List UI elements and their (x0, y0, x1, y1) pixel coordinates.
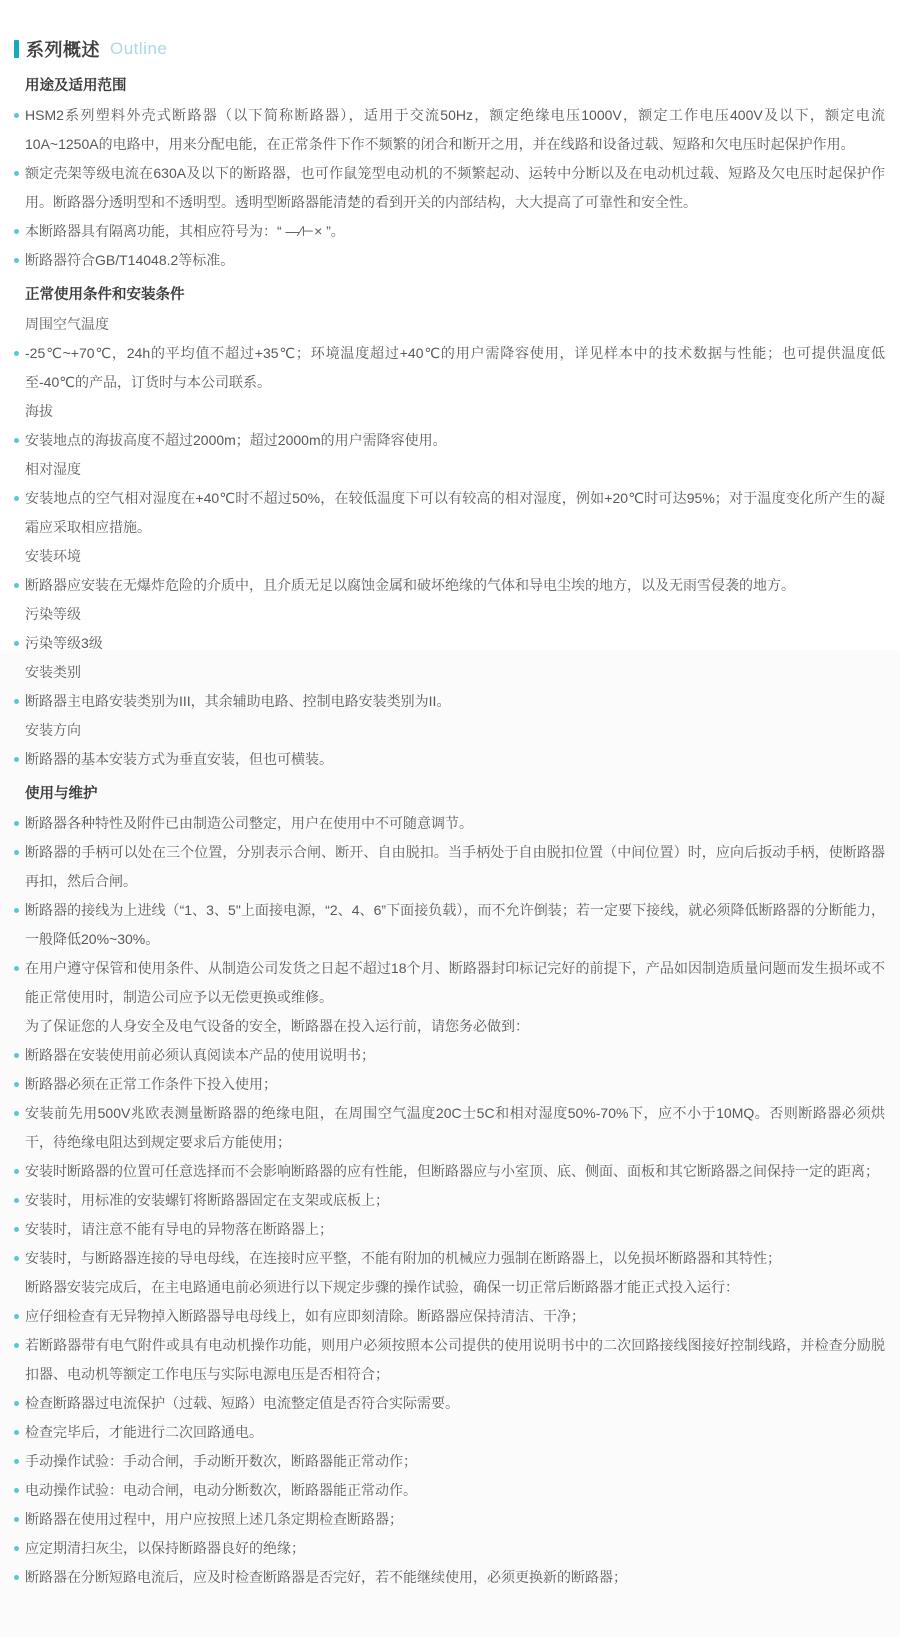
bullet-icon (14, 1430, 19, 1435)
bullet-icon (14, 1546, 19, 1551)
block-text: 周围空气温度 (25, 316, 109, 332)
bullet-item (25, 1418, 885, 1447)
bullet-icon (14, 171, 19, 176)
bullet-icon (14, 908, 19, 913)
bullet-item (25, 809, 885, 838)
paragraph (25, 1012, 885, 1041)
bullet-item (25, 1505, 885, 1534)
bullet-item (25, 339, 885, 397)
block-text: 检查断路器过电流保护（过载、短路）电流整定值是否符合实际需要。 (25, 1395, 459, 1411)
bullet-icon (14, 1401, 19, 1406)
bullet-item (25, 1244, 885, 1273)
block-text: 断路器的基本安装方式为垂直安装，但也可横装。 (25, 751, 333, 767)
section-heading (25, 780, 885, 809)
block-text: 断路器主电路安装类别为III，其余辅助电路、控制电路安装类别为II。 (25, 693, 451, 709)
paragraph (25, 1273, 885, 1302)
bullet-icon (14, 351, 19, 356)
sub-heading (25, 455, 885, 484)
bullet-item (25, 571, 885, 600)
bullet-item (25, 1099, 885, 1157)
bullet-icon (14, 1488, 19, 1493)
bullet-item (25, 1534, 885, 1563)
bullet-icon (14, 113, 19, 118)
block-text: 安装前先用500V兆欧表测量断路器的绝缘电阻，在周围空气温度20C士5C和相对湿度50%-70%下，应不小于10MQ。否则断路器必须烘干，待绝缘电阻达到规定要求后方能使用； (25, 1105, 885, 1150)
bullet-item (25, 629, 885, 658)
block-text: -25℃~+70℃，24h的平均值不超过+35℃；环境温度超过+40℃的用户需降容使用，详见样本中的技术数据与性能；也可提供温度低至-40℃的产品，订货时与本公司联系。 (25, 345, 885, 390)
bullet-item (25, 246, 885, 275)
block-text: 安装时，用标准的安装螺钉将断路器固定在支架或底板上； (25, 1192, 389, 1208)
page-title: 系列概述 (26, 40, 100, 60)
bullet-item (25, 1476, 885, 1505)
sub-heading (25, 542, 885, 571)
page-subtitle: Outline (110, 39, 168, 58)
bullet-item (25, 1215, 885, 1244)
bullet-icon (14, 229, 19, 234)
block-text: 应仔细检查有无异物掉入断路器导电母线上，如有应即刻清除。断路器应保持清洁、干净； (25, 1308, 585, 1324)
bullet-item (25, 838, 885, 896)
bullet-icon (14, 1314, 19, 1319)
block-text: 在用户遵守保管和使用条件、从制造公司发货之日起不超过18个月、断路器封印标记完好的前提下，产品如因制造质量问题而发生损坏或不能正常使用时，制造公司应予以无偿更换或维修。 (25, 960, 885, 1005)
bullet-icon (14, 1227, 19, 1232)
bullet-icon (14, 821, 19, 826)
bullet-item (25, 484, 885, 542)
block-text: 断路器在分断短路电流后，应及时检查断路器是否完好，若不能继续使用，必须更换新的断路器； (25, 1569, 627, 1585)
block-text: 污染等级 (25, 606, 81, 622)
bullet-item (25, 1157, 885, 1186)
bullet-icon (14, 1082, 19, 1087)
section-header (14, 36, 885, 62)
bullet-item (25, 426, 885, 455)
bullet-icon (14, 438, 19, 443)
block-text: 检查完毕后，才能进行二次回路通电。 (25, 1424, 263, 1440)
bullet-item (25, 1563, 885, 1592)
block-text: 为了保证您的人身安全及电气设备的安全，断路器在投入运行前，请您务必做到： (25, 1018, 529, 1034)
bullet-item (25, 954, 885, 1012)
sub-heading (25, 658, 885, 687)
block-text: 电动操作试验：电动合闸，电动分断数次，断路器能正常动作。 (25, 1482, 417, 1498)
sub-heading (25, 716, 885, 745)
bullet-icon (14, 641, 19, 646)
bullet-item (25, 217, 885, 246)
bullet-icon (14, 699, 19, 704)
bullet-item (25, 687, 885, 716)
bullet-icon (14, 1256, 19, 1261)
block-text: 断路器安装完成后，在主电路通电前必须进行以下规定步骤的操作试验，确保一切正常后断路器才能正式投入运行： (25, 1279, 739, 1295)
block-text: 手动操作试验：手动合闸，手动断开数次，断路器能正常动作； (25, 1453, 417, 1469)
block-text: 污染等级3级 (25, 635, 103, 651)
bullet-icon (14, 1517, 19, 1522)
block-text: 安装时断路器的位置可任意选择而不会影响断路器的应有性能，但断路器应与小室顶、底、侧面、面板和其它断路器之间保持一定的距离； (25, 1163, 879, 1179)
bullet-item (25, 745, 885, 774)
block-text: 断路器在使用过程中，用户应按照上述几条定期检查断路器； (25, 1511, 403, 1527)
bullet-item (25, 159, 885, 217)
bullet-icon (14, 258, 19, 263)
bullet-icon (14, 1169, 19, 1174)
block-text: 断路器必须在正常工作条件下投入使用； (25, 1076, 277, 1092)
block-text: 安装地点的空气相对湿度在+40℃时不超过50%，在较低温度下可以有较高的相对湿度，例如+20℃时可达95%；对于温度变化所产生的凝霜应采取相应措施。 (25, 490, 885, 535)
section-heading (25, 281, 885, 310)
block-text: 若断路器带有电气附件或具有电动机操作功能，则用户必须按照本公司提供的使用说明书中的二次回路接线图接好控制线路，并检查分励脱扣器、电动机等额定工作电压与实际电源电压是否相符合； (25, 1337, 885, 1382)
bullet-icon (14, 1111, 19, 1116)
bullet-icon (14, 583, 19, 588)
sub-heading (25, 600, 885, 629)
bullet-icon (14, 1343, 19, 1348)
bullet-icon (14, 496, 19, 501)
block-text: 正常使用条件和安装条件 (25, 287, 185, 303)
sub-heading (25, 310, 885, 339)
sub-heading (25, 397, 885, 426)
bullet-icon (14, 1198, 19, 1203)
block-text: 安装类别 (25, 664, 81, 680)
block-text: 断路器的接线为上进线（“1、3、5"上面接电源，“2、4、6”下面接负载），而不允许倒装；若一定要下接线，就必须降低断路器的分断能力，一般降低20%~30%。 (25, 902, 885, 947)
bullet-icon (14, 1053, 19, 1058)
block-text: 断路器在安装使用前必须认真阅读本产品的使用说明书； (25, 1047, 375, 1063)
bullet-item (25, 101, 885, 159)
block-text: 本断路器具有隔离功能，其相应符号为：“ —∕⊢× ”。 (25, 223, 345, 239)
bullet-item (25, 1447, 885, 1476)
bullet-item (25, 1070, 885, 1099)
bullet-icon (14, 1575, 19, 1580)
section-heading (25, 72, 885, 101)
document-body (0, 72, 885, 1592)
block-text: 断路器各种特性及附件已由制造公司整定，用户在使用中不可随意调节。 (25, 815, 473, 831)
block-text: 安装时，与断路器连接的导电母线，在连接时应平整，不能有附加的机械应力强制在断路器上，以免损坏断路器和其特性； (25, 1250, 781, 1266)
block-text: 断路器应安装在无爆炸危险的介质中，且介质无足以腐蚀金属和破坏绝缘的气体和导电尘埃的地方，以及无雨雪侵袭的地方。 (25, 577, 795, 593)
bullet-icon (14, 757, 19, 762)
bullet-item (25, 1302, 885, 1331)
block-text: 相对湿度 (25, 461, 81, 477)
accent-bar-icon (14, 40, 19, 58)
block-text: 安装时，请注意不能有导电的异物落在断路器上； (25, 1221, 333, 1237)
bullet-item (25, 896, 885, 954)
block-text: 安装地点的海拔高度不超过2000m；超过2000m的用户需降容使用。 (25, 432, 447, 448)
block-text: 应定期清扫灰尘，以保持断路器良好的绝缘； (25, 1540, 305, 1556)
block-text: 安装方向 (25, 722, 81, 738)
bullet-item (25, 1186, 885, 1215)
block-text: 海拔 (25, 403, 53, 419)
bullet-item (25, 1389, 885, 1418)
bullet-icon (14, 1459, 19, 1464)
bullet-item (25, 1331, 885, 1389)
block-text: 额定壳架等级电流在630A及以下的断路器，也可作鼠笼型电动机的不频繁起动、运转中分断以及在电动机过载、短路及欠电压时起保护作用。断路器分透明型和不透明型。透明型断路器能清楚的看到开关的内部结构，大大提高了可靠性和安全性。 (25, 165, 885, 210)
block-text: 用途及适用范围 (25, 78, 127, 94)
block-text: 断路器符合GB/T14048.2等标准。 (25, 252, 235, 268)
block-text: HSM2系列塑料外壳式断路器（以下简称断路器），适用于交流50Hz，额定绝缘电压1000V，额定工作电压400V及以下，额定电流10A~1250A的电路中，用来分配电能，在正常条件下作不频繁的闭合和断开之用，并在线路和设备过载、短路和欠电压时起保护作用。 (25, 107, 885, 152)
block-text: 安装环境 (25, 548, 81, 564)
bullet-icon (14, 966, 19, 971)
bullet-item (25, 1041, 885, 1070)
bullet-icon (14, 850, 19, 855)
block-text: 断路器的手柄可以处在三个位置，分别表示合闸、断开、自由脱扣。当手柄处于自由脱扣位置（中间位置）时，应向后扳动手柄，使断路器再扣，然后合闸。 (25, 844, 885, 889)
block-text: 使用与维护 (25, 786, 98, 802)
